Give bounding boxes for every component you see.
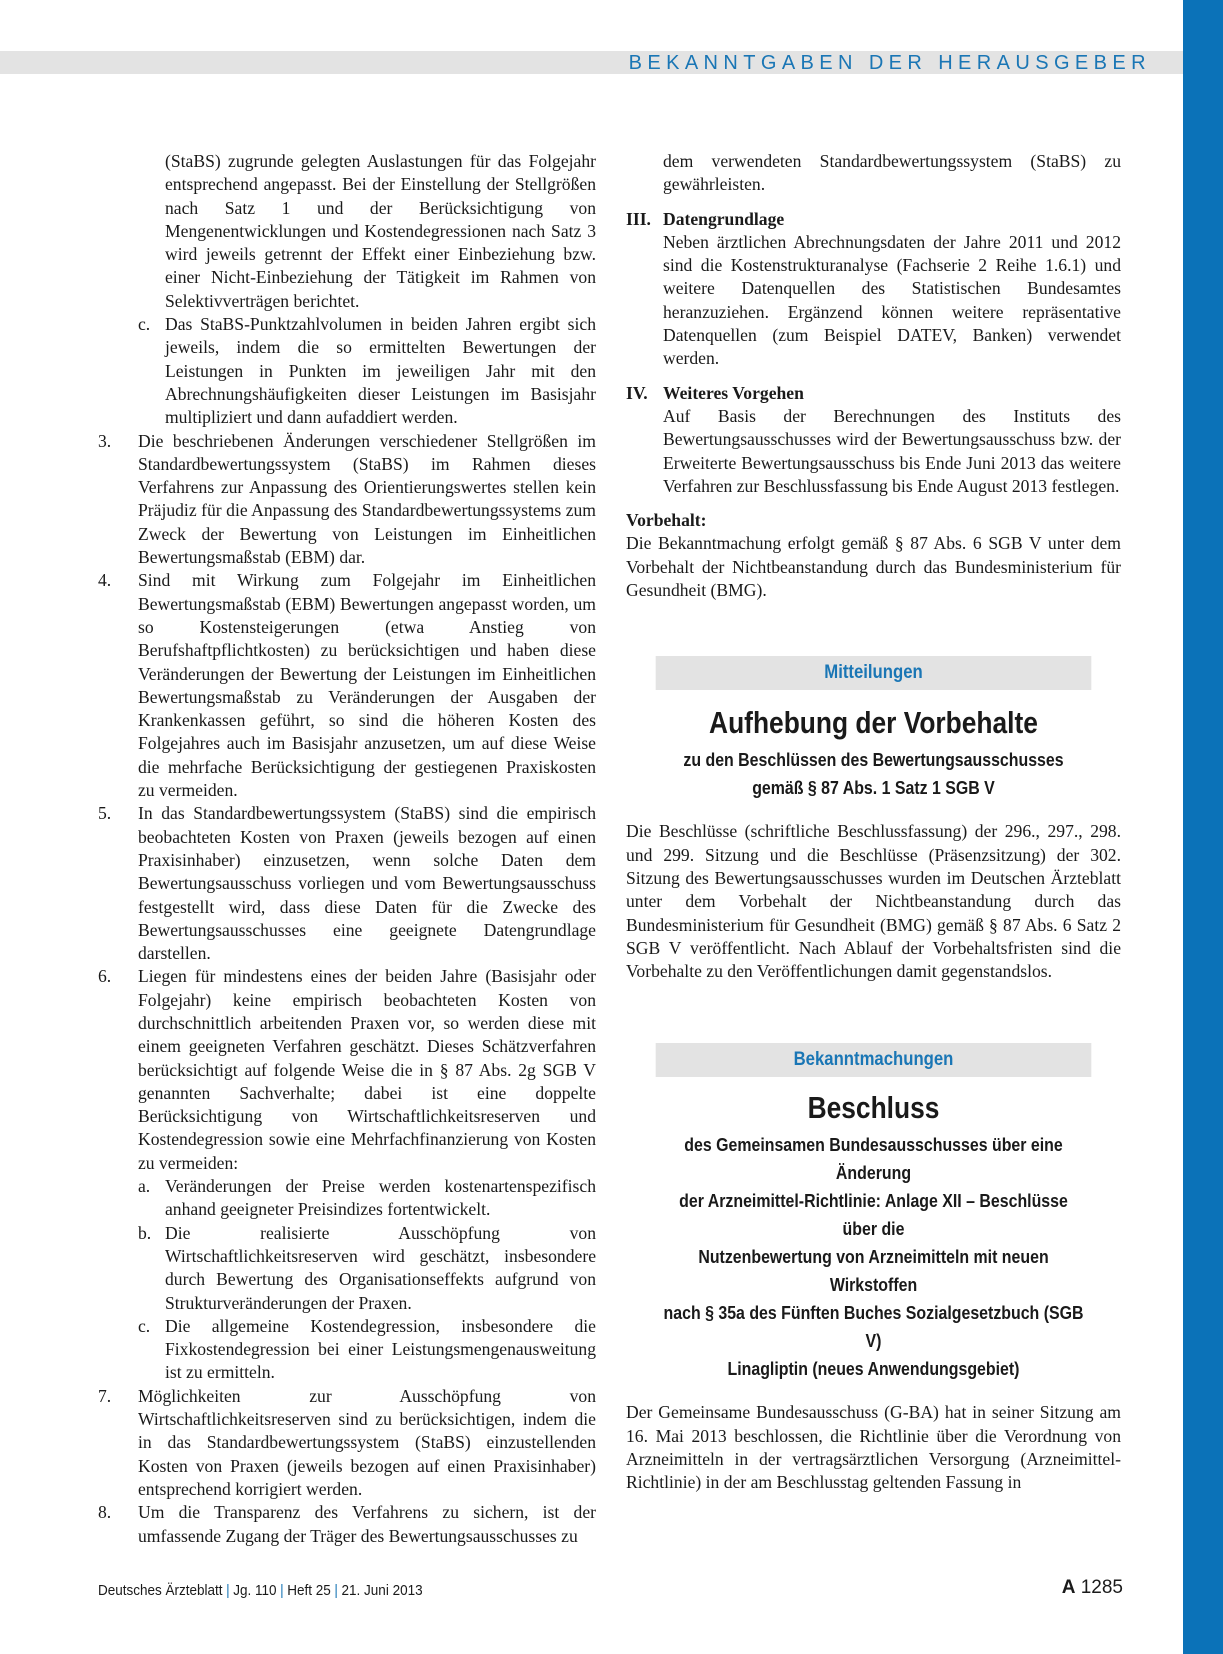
item-number: 5. — [98, 803, 112, 824]
page-letter: A — [1061, 1577, 1076, 1598]
volume: Jg. 110 — [233, 1582, 277, 1599]
subitem-text: Die realisierte Ausschöpfung von Wirtschaftlichkeitsreserven wird geschätzt, insbesondere durch Bewertung des Organisationseffekts aufgrund von Strukturveränderungen der Praxen. — [165, 1222, 596, 1313]
list-subitem-6c — [98, 1315, 596, 1385]
vorbehalt-heading: Vorbehalt: — [626, 510, 707, 531]
mitteilungen-subtitle-1: zu den Beschlüssen des Bewertungsausschusses — [683, 749, 1064, 771]
item-number: 3. — [98, 430, 112, 451]
subitem-text: Die allgemeine Kostendegression, insbesondere die Fixkostendegression bei einer Leistungsmengenausweitung ist zu ermitteln. — [165, 1315, 596, 1383]
section-text: Neben ärztlichen Abrechnungsdaten der Jahre 2011 und 2012 sind die Kostenstrukturanalyse (Fachserie 2 Reihe 1.6.1) und weitere Datenquellen des Statistischen Bundesamtes heranzuziehen. Ergänzend können weitere repräsentative Datenquellen (zum Beispiel DATEV, Banken) verwendet werden. — [663, 231, 1121, 369]
footer-citation — [98, 1582, 423, 1599]
vorbehalt-text: Die Bekanntmachung erfolgt gemäß § 87 Abs. 6 SGB V unter dem Vorbehalt der Nichtbeanstandung durch das Bundesministerium für Gesundheit (BMG). — [626, 533, 1121, 601]
page-number — [1062, 1577, 1123, 1599]
section-iv — [626, 382, 1121, 498]
beschluss-title: Beschluss — [807, 1090, 940, 1126]
item-number: 8. — [98, 1502, 112, 1523]
item-text: Die beschriebenen Änderungen verschiedener Stellgrößen im Standardbewertungssystem (StaBS) im Rahmen dieses Verfahrens zur Anpassung des Orientierungswertes stellen kein Präjudiz für die Anpassung des Standardbewertungssystems zum Zweck der Bewertung von Leistungen im Einheitlichen Bewertungsmaßstab (EBM) dar. — [138, 430, 596, 568]
item-text: Liegen für mindestens eines der beiden Jahre (Basisjahr oder Folgejahr) keine empirisch beobachteten Kosten von durchschnittlich arbeitenden Praxen vor, so werden diese mit einem geeigneten Verfahren geschätzt. Dieses Schätzverfahren berücksichtigt auf folgende Weise die in § 87 Abs. 2g SGB V genannten Sachverhalte; dabei ist eine doppelte Berücksichtigung von Wirtschaftlichkeitsreserven und Kostendegression sowie eine Mehrfachfinanzierung von Kosten zu vermeiden: — [138, 966, 596, 1173]
list-subitem-c — [98, 313, 596, 429]
subitem-marker: b. — [138, 1222, 152, 1243]
item-number: 7. — [98, 1385, 112, 1406]
continued-paragraph: (StaBS) zugrunde gelegten Auslastungen für das Folgejahr entsprechend angepasst. Bei der Einstellung der Stellgrößen nach Satz 1 und der Berücksichtigung von Mengenentwicklungen und Kostendegressionen nach Satz 3 wird jeweils getrennt der Effekt einer Einbeziehung bzw. einer Nicht-Einbeziehung der Tätigkeit im Rahmen von Selektivverträgen berichtet. — [165, 151, 596, 311]
section-heading: Weiteres Vorgehen — [663, 382, 804, 403]
list-item-8 — [98, 1501, 596, 1548]
list-item-6 — [98, 965, 596, 1175]
beschluss-subtitle-3: Nutzenbewertung von Arzneimitteln mit neuen Wirkstoffen — [698, 1246, 1049, 1296]
mitteilungen-body: Die Beschlüsse (schriftliche Beschlussfassung) der 296., 297., 298. und 299. Sitzung und die Beschlüsse (Präsenzsitzung) der 302. Sitzung des Bewertungsausschusses wurden im Deutschen Ärzteblatt unter dem Vorbehalt der Nichtbeanstandung durch das Bundesministerium für Gesundheit (BMG) gemäß § 87 Abs. 6 Satz 2 SGB V veröffentlicht. Nach Ablauf der Vorbehaltsfristen sind die Vorbehalte zu den Veröffentlichungen damit gegenstandslos. — [626, 821, 1121, 982]
continued-paragraph: dem verwendeten Standardbewertungssystem (StaBS) zu gewährleisten. — [663, 151, 1121, 195]
section-text: Auf Basis der Berechnungen des Instituts des Bewertungsausschusses wird der Bewertungsausschuss bzw. der Erweiterte Bewertungsausschuss bis Ende Juni 2013 das weitere Verfahren zur Beschlussfassung bis Ende August 2013 festlegen. — [663, 405, 1121, 496]
subitem-text: Das StaBS-Punktzahlvolumen in beiden Jahren ergibt sich jeweils, indem die so ermittelten Bewertungen der Leistungen in Punkten im jeweiligen Jahr mit den Abrechnungshäufigkeiten dieser Leistungen im Basisjahr multipliziert und dann aufaddiert werden. — [165, 314, 596, 428]
list-subitem-6a — [98, 1175, 596, 1222]
item-text: Möglichkeiten zur Ausschöpfung von Wirtschaftlichkeitsreserven sind zu berücksichtigen, indem die in das Standardbewertungssystem (StaBS) einzustellenden Kosten von Praxen (jeweils bezogen auf einen Praxisinhaber) entsprechend korrigiert werden. — [138, 1385, 596, 1499]
list-item-3 — [98, 430, 596, 570]
beschluss-subtitle-2: der Arzneimittel-Richtlinie: Anlage XII – Beschlüsse über die — [679, 1190, 1068, 1240]
item-text: Sind mit Wirkung zum Folgejahr im Einheitlichen Bewertungsmaßstab (EBM) Bewertungen angepasst worden, um so Kostensteigerungen (etwa Anstieg von Berufshaftpflichtkosten) zu berücksichtigen und haben diese Veränderungen der Bewertung der Leistungen im Einheitlichen Bewertungsmaßstab zu Veränderungen der Ausgaben der Krankenkassen geführt, so sind die höheren Kosten des Folgejahres auch im Basisjahr anzusetzen, um auf diese Weise die mehrfache Berücksichtigung der gestiegenen Praxiskosten zu vermeiden. — [138, 570, 596, 801]
beschluss-subtitle-4: nach § 35a des Fünften Buches Sozialgesetzbuch (SGB V) — [663, 1302, 1084, 1352]
list-item-7 — [98, 1385, 596, 1501]
issue-date: 21. Juni 2013 — [341, 1582, 423, 1599]
item-number: 6. — [98, 966, 112, 987]
item-text: Um die Transparenz des Verfahrens zu sichern, ist der umfassende Zugang der Träger des Bewertungsausschusses zu — [138, 1502, 596, 1546]
mitteilungen-title: Aufhebung der Vorbehalte — [709, 705, 1038, 741]
subitem-marker: a. — [138, 1176, 151, 1197]
subitem-text: Veränderungen der Preise werden kostenartenspezifisch anhand geeigneter Preisindizes fortentwickelt. — [165, 1176, 596, 1220]
side-color-bar — [1183, 0, 1223, 1654]
item-text: In das Standardbewertungssystem (StaBS) sind die empirisch beobachteten Kosten von Praxen (jeweils bezogen auf einen Praxisinhaber) einzusetzen, wenn solche Daten dem Bewertungsausschuss vorliegen und vom Bewertungsausschuss festgestellt wird, dass diese Daten für die Zwecke des Bewertungsausschusses eine geeignete Datengrundlage darstellen. — [138, 803, 596, 964]
right-column — [626, 150, 1121, 1495]
section-number: III. — [626, 208, 651, 229]
item-number: 4. — [98, 570, 112, 591]
list-item-5 — [98, 802, 596, 965]
list-item-4 — [98, 569, 596, 802]
section-number: IV. — [626, 382, 648, 403]
separator: | — [226, 1582, 230, 1599]
list-subitem-6b — [98, 1222, 596, 1315]
page-number-value: 1285 — [1080, 1577, 1123, 1598]
beschluss-subtitle-5: Linagliptin (neues Anwendungsgebiet) — [727, 1358, 1020, 1380]
section-header-title: BEKANNTGABEN DER HERAUSGEBER — [628, 52, 1151, 74]
bekanntmachungen-band: Bekanntmachungen — [656, 1043, 1092, 1077]
separator: | — [334, 1582, 338, 1599]
subitem-marker: c. — [138, 314, 151, 335]
section-heading: Datengrundlage — [663, 208, 785, 229]
mitteilungen-band: Mitteilungen — [656, 656, 1092, 690]
section-iii — [626, 208, 1121, 371]
beschluss-subtitle-1: des Gemeinsamen Bundesausschusses über eine Änderung — [684, 1134, 1063, 1184]
beschluss-body: Der Gemeinsame Bundesausschuss (G-BA) hat in seiner Sitzung am 16. Mai 2013 beschlossen, die Richtlinie über die Verordnung von Arzneimitteln in der vertragsärztlichen Versorgung (Arzneimittel-Richtlinie) in der am Beschlusstag geltenden Fassung in — [626, 1402, 1121, 1493]
issue: Heft 25 — [287, 1582, 331, 1599]
journal-name: Deutsches Ärzteblatt — [98, 1582, 223, 1599]
subitem-marker: c. — [138, 1315, 151, 1336]
separator: | — [280, 1582, 284, 1599]
left-column — [98, 150, 596, 1548]
mitteilungen-subtitle-2: gemäß § 87 Abs. 1 Satz 1 SGB V — [752, 777, 995, 799]
